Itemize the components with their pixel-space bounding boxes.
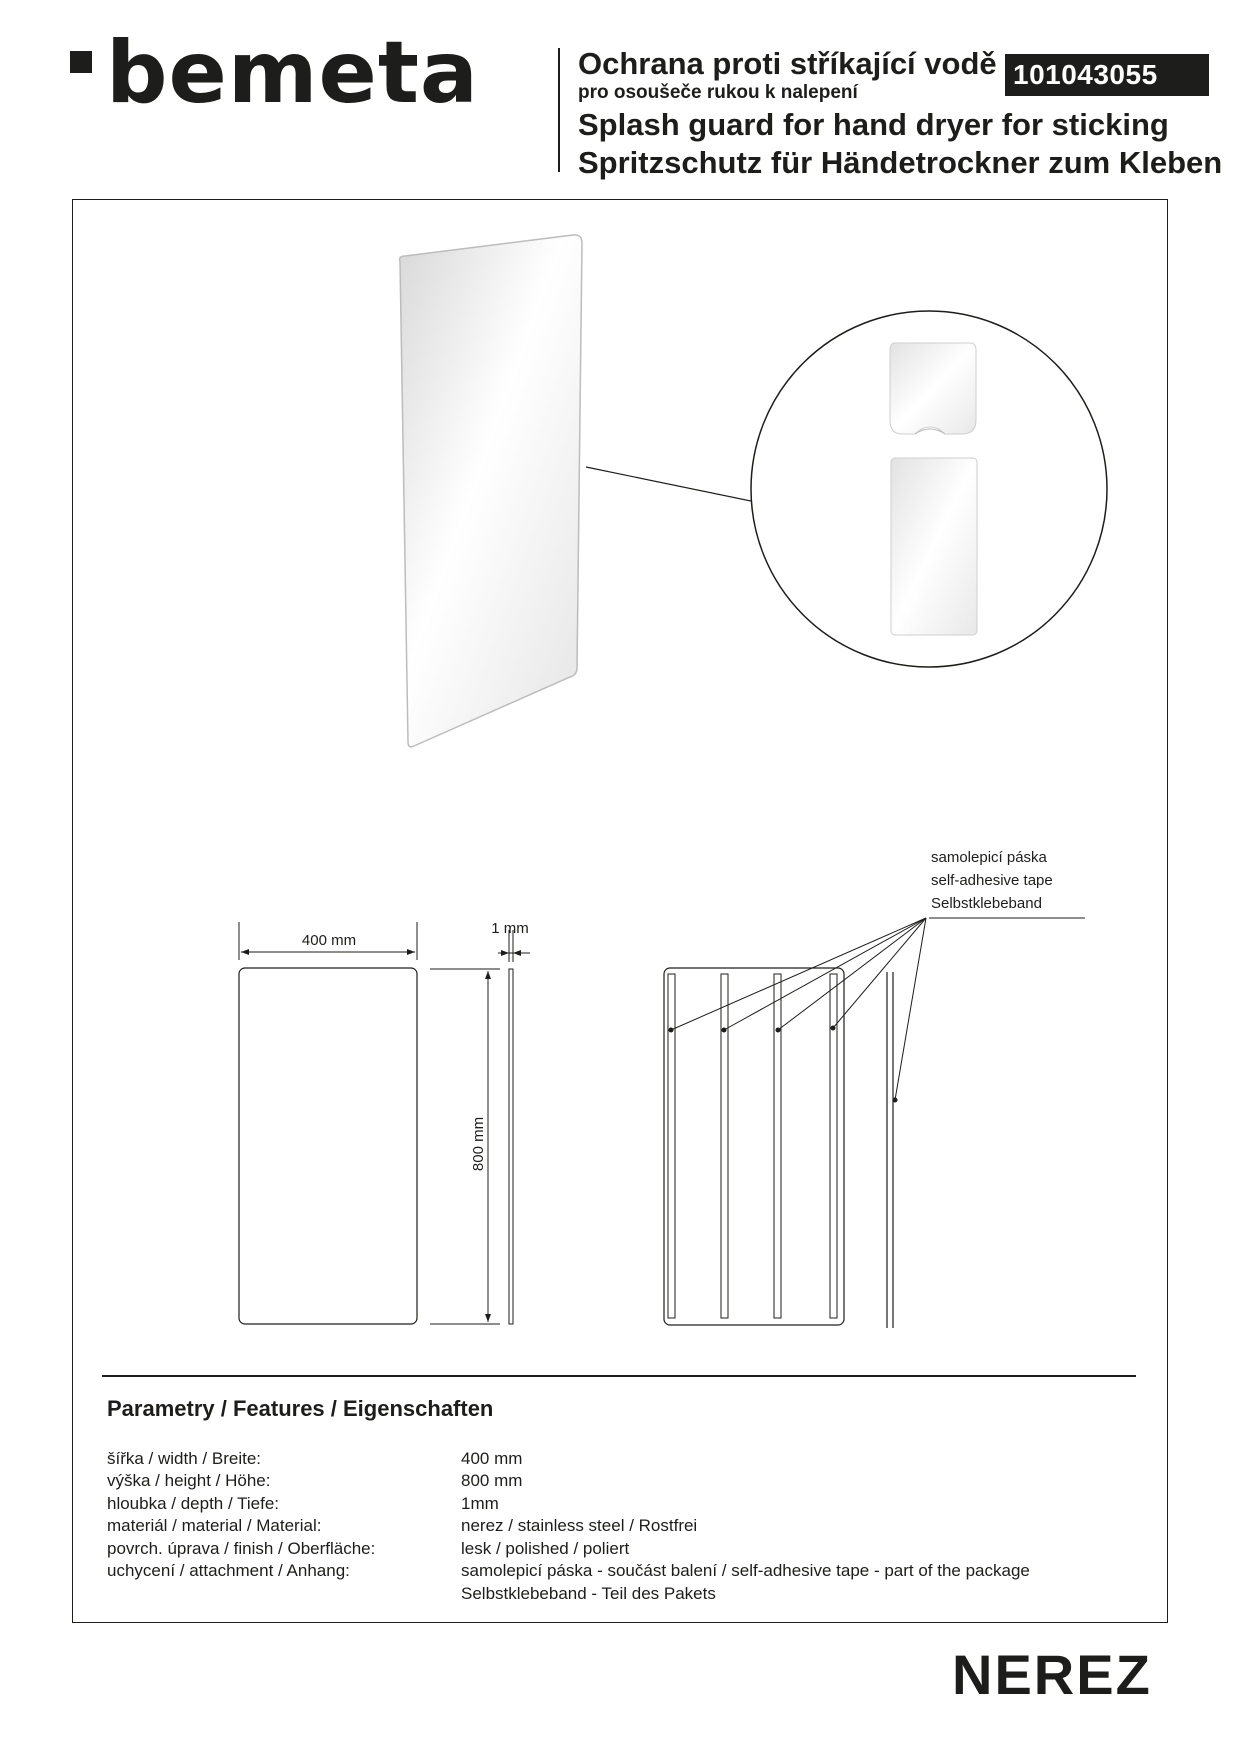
feature-label: materiál / material / Material: (107, 1516, 322, 1535)
material-badge: NEREZ (952, 1643, 1152, 1706)
section-divider (102, 1375, 1136, 1377)
feature-label: uchycení / attachment / Anhang: (107, 1561, 350, 1580)
hand-dryer-icon (890, 343, 976, 434)
feature-value: 400 mm (461, 1449, 523, 1468)
tape-leader-lines (669, 918, 1086, 1103)
feature-label: hloubka / depth / Tiefe: (107, 1494, 280, 1513)
feature-value: samolepicí páska - součást balení / self-adhesive tape - part of the package (461, 1561, 1030, 1580)
subtitle-cz: pro osoušeče rukou k nalepení (578, 82, 858, 103)
depth-dimension-label: 1 mm (491, 920, 529, 937)
feature-value: 1mm (461, 1494, 499, 1513)
product-photo-panel (400, 235, 582, 747)
tape-label-cz: samolepicí páska (931, 849, 1047, 866)
title-de: Spritzschutz für Händetrockner zum Kleben (578, 145, 1223, 180)
title-cz: Ochrana proti stříkající vodě (578, 46, 997, 81)
title-en: Splash guard for hand dryer for sticking (578, 107, 1169, 142)
feature-label: povrch. úprava / finish / Oberfläche: (107, 1539, 376, 1558)
feature-value: nerez / stainless steel / Rostfrei (461, 1516, 698, 1535)
tape-label-de: Selbstklebeband (931, 895, 1042, 912)
feature-value: lesk / polished / poliert (461, 1539, 630, 1558)
feature-label: šířka / width / Breite: (107, 1449, 261, 1468)
feature-label: výška / height / Höhe: (107, 1471, 271, 1490)
front-view (239, 922, 417, 1324)
logo-wordmark: bemeta (106, 23, 479, 123)
feature-value: 800 mm (461, 1471, 523, 1490)
tape-label-en: self-adhesive tape (931, 872, 1053, 889)
splash-guard-detail-icon (891, 458, 977, 635)
features-title: Parametry / Features / Eigenschaften (107, 1396, 494, 1421)
product-code-badge: 101043055 (1005, 54, 1209, 96)
height-dimension-label: 800 mm (470, 1116, 487, 1172)
width-dimension-label: 400 mm (301, 932, 357, 949)
rear-side-view (887, 972, 893, 1328)
feature-value: Selbstklebeband - Teil des Pakets (461, 1584, 716, 1603)
